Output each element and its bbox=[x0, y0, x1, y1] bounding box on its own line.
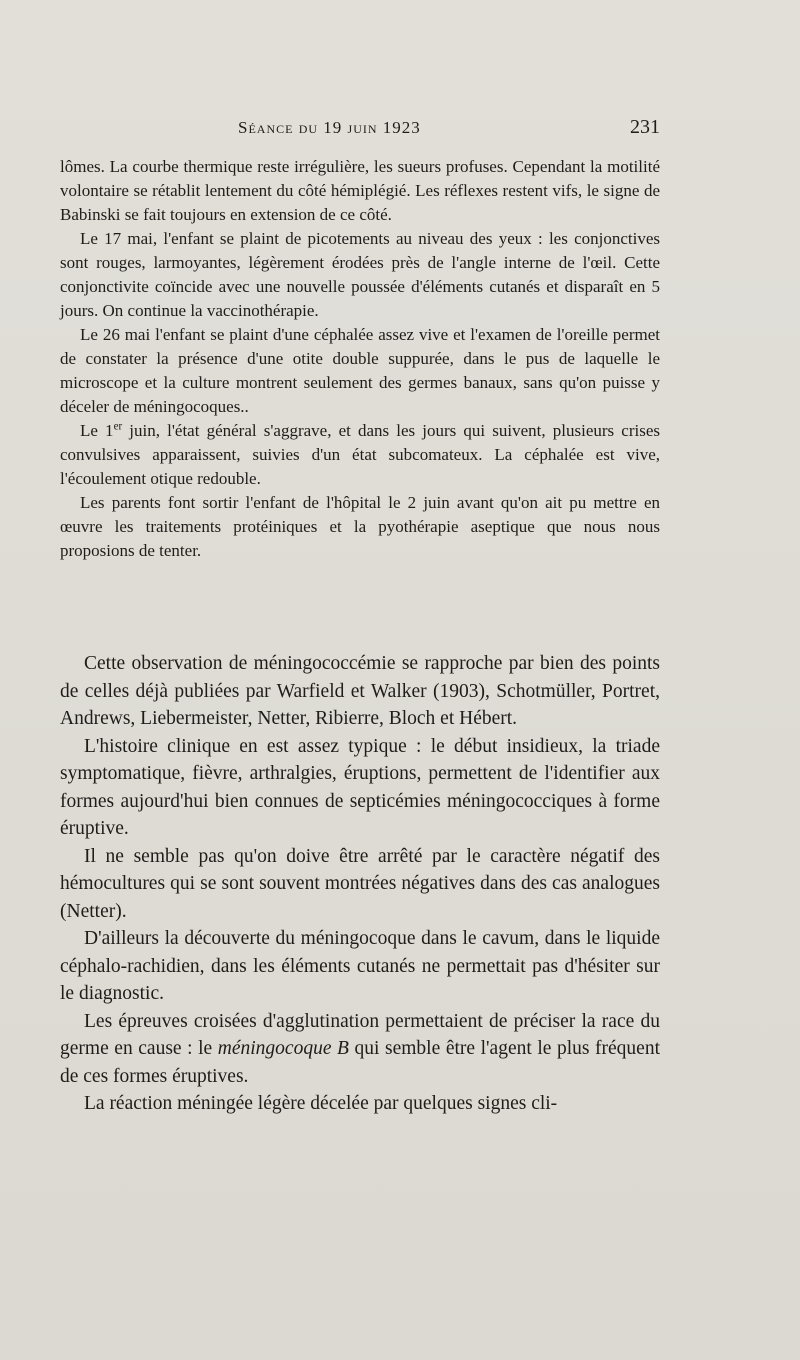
discussion-text bbox=[60, 650, 660, 1118]
paragraph: Les parents font sortir l'enfant de l'hôpital le 2 juin avant qu'on ait pu mettre en œuvre les traitements protéiniques et la pyothérapie aseptique que nous nous proposions de tenter. bbox=[60, 493, 660, 560]
paragraph: Il ne semble pas qu'on doive être arrêté par le caractère négatif des hémocultures qui se sont souvent montrées négatives dans des cas analogues (Netter). bbox=[60, 845, 660, 922]
text-run: qui semble être l'agent le plus fréquent de ces formes éruptives. bbox=[60, 1038, 661, 1087]
header-title: Séance du 19 juin 1923 bbox=[238, 118, 421, 137]
paragraph: Le 17 mai, l'enfant se plaint de picotements au niveau des yeux : les conjonctives sont rouges, larmoyantes, légèrement érodées près de l'angle interne de l'œil. Cette conjonctivite coïncide avec une nouvelle poussée d'éléments cutanés et disparaît en 5 jours. On continue la vaccinothérapie. bbox=[60, 229, 660, 320]
paragraph: La réaction méningée légère décelée par quelques signes cli- bbox=[84, 1093, 558, 1114]
paragraph: D'ailleurs la découverte du méningocoque dans le cavum, dans le liquide céphalo-rachidien, dans les éléments cutanés ne permettait pas d'hésiter sur le diagnostic. bbox=[60, 928, 660, 1004]
text-run: Le 1 bbox=[80, 421, 114, 440]
paragraph: L'histoire clinique en est assez typique : le début insidieux, la triade symptomatique, fièvre, arthralgies, éruptions, permettent de l'identifier aux formes aujourd'hui bien connues de septicémies méningococciques à forme éruptive. bbox=[60, 735, 660, 839]
italic-term: méningocoque B bbox=[217, 1038, 349, 1059]
superscript: er bbox=[113, 420, 123, 433]
page-number: 231 bbox=[630, 116, 660, 138]
paragraph: Le 26 mai l'enfant se plaint d'une céphalée assez vive et l'examen de l'oreille permet de constater la présence d'une otite double suppurée, dans le pus de laquelle le microscope et la culture montrent seulement des germes banaux, sans qu'on puisse y déceler de méningocoques.. bbox=[60, 325, 660, 416]
text-run: Les épreuves croisées d'agglutination permettaient de préciser la race du germe en cause : le bbox=[60, 1010, 660, 1059]
running-header bbox=[60, 118, 660, 146]
paragraph: Cette observation de méningococcémie se rapproche par bien des points de celles déjà publiées par Warfield et Walker (1903), Schotmüller, Portret, Andrews, Liebermeister, Netter, Ribierre, Bloch et Hébert. bbox=[60, 653, 660, 729]
text-run: juin, l'état général s'aggrave, et dans les jours qui suivent, plusieurs crises convulsives apparaissent, suivies d'un état subcomateux. La céphalée est vive, l'écoulement otique redouble. bbox=[60, 421, 660, 488]
case-report-text bbox=[60, 155, 660, 563]
paragraph: lômes. La courbe thermique reste irrégulière, les sueurs profuses. Cependant la motilité volontaire se rétablit lentement du côté hémiplégié. Les réflexes restent vifs, le signe de Babinski se fait toujours en extension de ce côté. bbox=[60, 157, 660, 224]
paragraph bbox=[60, 419, 660, 491]
paragraph bbox=[60, 1008, 660, 1091]
